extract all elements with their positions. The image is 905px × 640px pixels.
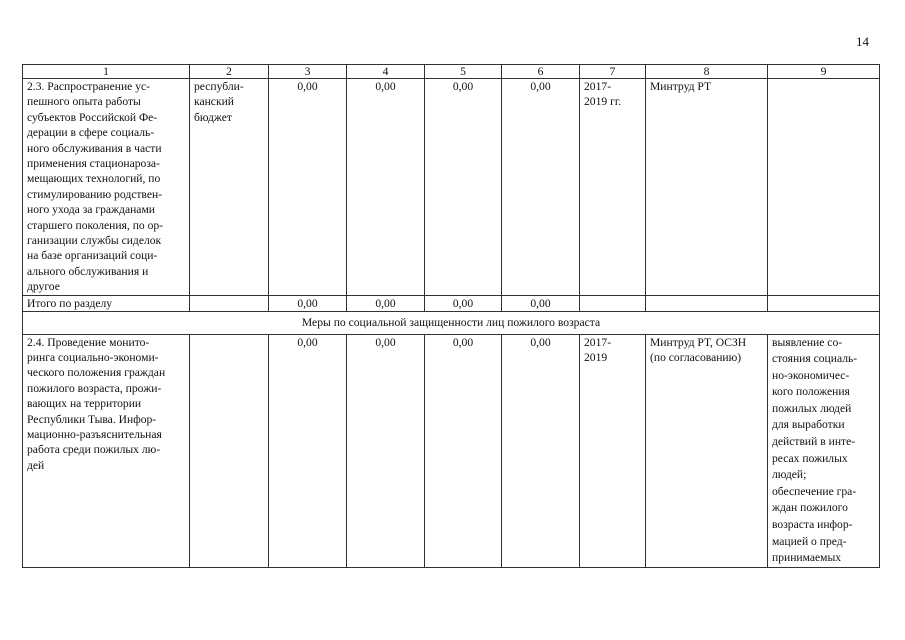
measure-name: 2.3. Распространение ус- пешного опыта работы субъектов Российской Фе- дерации в сфере социаль- ного обслуживания в части применения стационарoза- мещающих технологий, по стимулированию родствен- ного ухода за гражданами старшего поколения, по ор- ганизации службы сиделок на базе организаций соци- ального обслуживания и другое [23, 79, 190, 296]
table-row [23, 334, 880, 567]
funding-source: республи- канский бюджет [190, 79, 269, 296]
header-cell: 8 [646, 65, 768, 79]
amount-cell: 0,00 [347, 334, 425, 567]
amount-cell: 0,00 [502, 79, 580, 296]
amount-cell: 0,00 [425, 79, 502, 296]
executor-cell: Минтруд РТ [646, 79, 768, 296]
period-cell: 2017- 2019 [580, 334, 646, 567]
empty-cell [580, 295, 646, 311]
header-cell: 5 [425, 65, 502, 79]
header-cell: 6 [502, 65, 580, 79]
total-amount: 0,00 [425, 295, 502, 311]
empty-cell [190, 295, 269, 311]
measures-table [22, 64, 880, 568]
header-cell: 2 [190, 65, 269, 79]
section-title: Меры по социальной защищенности лиц пожилого возраста [23, 312, 880, 334]
page-number: 14 [856, 34, 869, 49]
result-cell: выявление со- стояния социаль- но-экономичес- кого положения пожилых людей для выработки действий в инте- ресах пожилых людей; обеспечение гра- ждан пожилого возраста инфор- мацией о пред- принимаемых [768, 334, 880, 567]
result-cell [768, 79, 880, 296]
executor-cell: Минтруд РТ, ОСЗН (по согласованию) [646, 334, 768, 567]
total-amount: 0,00 [502, 295, 580, 311]
amount-cell: 0,00 [269, 334, 347, 567]
total-amount: 0,00 [269, 295, 347, 311]
header-cell: 3 [269, 65, 347, 79]
table-row [23, 79, 880, 296]
amount-cell: 0,00 [425, 334, 502, 567]
measure-name: 2.4. Проведение монито- ринга социально-экономи- ческого положения граждан пожилого возраста, прожи- вающих на территории Республики Тыва. Инфор- мационно-разъяснительная работа среди пожилых лю- дей [23, 334, 190, 567]
header-cell: 4 [347, 65, 425, 79]
header-cell: 7 [580, 65, 646, 79]
header-cell: 1 [23, 65, 190, 79]
table-header-row [23, 65, 880, 79]
empty-cell [768, 295, 880, 311]
total-amount: 0,00 [347, 295, 425, 311]
section-row [23, 312, 880, 334]
header-cell: 9 [768, 65, 880, 79]
total-row [23, 295, 880, 311]
amount-cell: 0,00 [502, 334, 580, 567]
period-cell: 2017- 2019 гг. [580, 79, 646, 296]
empty-cell [646, 295, 768, 311]
total-label: Итого по разделу [23, 295, 190, 311]
funding-source [190, 334, 269, 567]
amount-cell: 0,00 [269, 79, 347, 296]
amount-cell: 0,00 [347, 79, 425, 296]
